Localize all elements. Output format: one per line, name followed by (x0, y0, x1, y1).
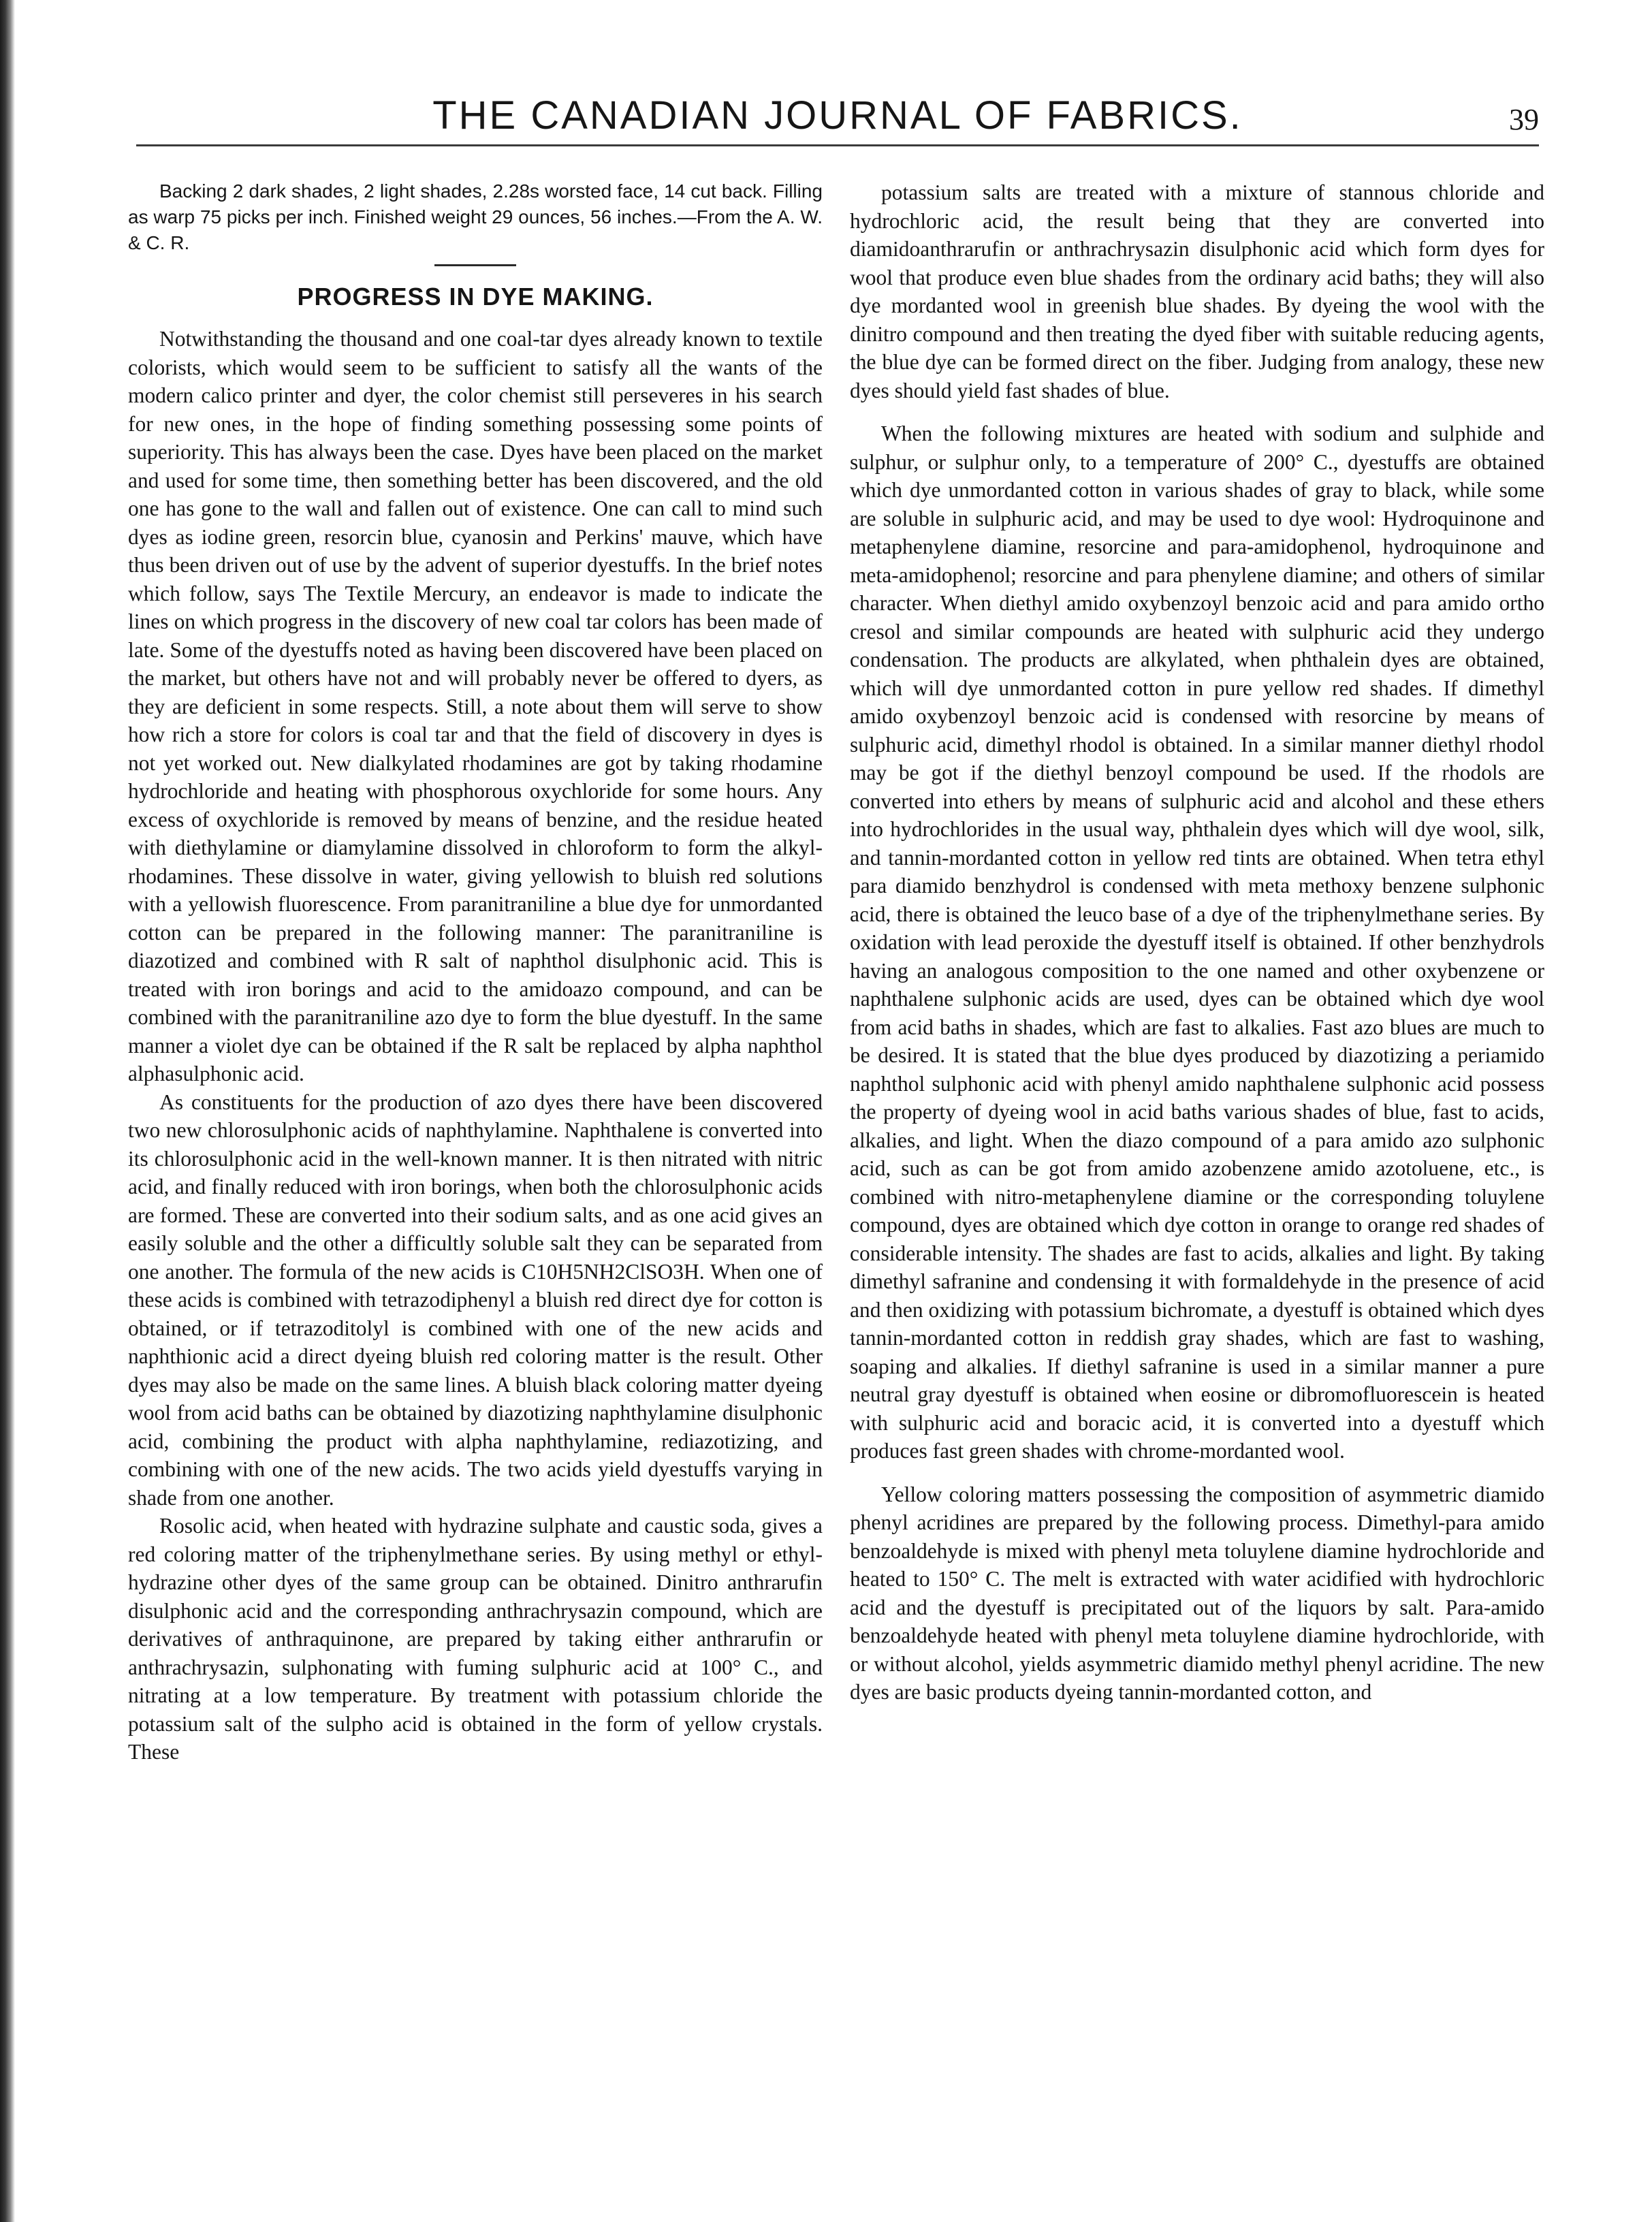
body-paragraph: As constituents for the production of azo dyes there have been discovered two new chlorosulphonic acids of naphthylamine. Naphthalene is converted into its chlorosulphonic acid in the well-known manner. It is then nitrated with nitric acid, and finally reduced with iron borings, when both the chlorosulphonic acids are formed. These are converted into their sodium salts, and as one acid gives an easily soluble and the other a difficultly soluble salt they can be separated from one another. The formula of the new acids is C10H5NH2ClSO3H. When one of these acids is combined with tetrazodiphenyl a bluish red direct dye for cotton is obtained, or if tetrazoditolyl is combined with one of the new acids and naphthionic acid a direct dyeing bluish red coloring matter is the result. Other dyes may also be made on the same lines. A bluish black coloring matter dyeing wool from acid baths can be obtained by diazotizing naphthylamine disulphonic acid, combining the product with alpha naphthylamine, rediazotizing, and combining with one of the new acids. The two acids yield dyestuffs varying in shade from one another. (128, 1090, 823, 1510)
body-paragraph: When the following mixtures are heated with sodium and sulphide and sulphur, or sulphur only, to a temperature of 200° C., dyestuffs are obtained which dye unmordanted cotton in various shades of gray to black, while some are soluble in sulphuric acid, and may be used to dye wool: Hydroquinone and metaphenylene diamine, resorcine and para-amidophenol, hydroquinone and meta-amidophenol; resorcine and para phenylene diamine; and others of similar character. When diethyl amido oxybenzoyl benzoic acid and para amido ortho cresol and similar compounds are heated with sulphuric acid they undergo condensation. The products are alkylated, when phthalein dyes are obtained, which will dye unmordanted cotton in pure yellow red shades. If dimethyl amido oxybenzoyl benzoic acid is condensed with resorcine by means of sulphuric acid, dimethyl rhodol is obtained. In a similar manner diethyl rhodol may be got if the diethyl benzoyl compound be used. If the rhodols are converted into ethers by means of sulphuric acid and alcohol and these ethers into hydrochlorides in the usual way, phthalein dyes which will dye wool, silk, and tannin-mordanted cotton in yellow red tints are obtained. When tetra ethyl para diamido benzhydrol is condensed with meta methoxy benzene sulphonic acid, there is obtained the leuco base of a dye of the triphenylmethane series. By oxidation with lead peroxide the dyestuff itself is obtained. If other benzhydrols having an analogous composition to the one named and other oxybenzene or naphthalene sulphonic acids are used, dyes can be obtained which dye wool from acid baths in shades, which are fast to alkalies. Fast azo blues are much to be desired. It is stated that the blue dyes produced by diazotizing a periamido naphthol sulphonic acid with phenyl amido naphthalene sulphonic acid possess the property of dyeing wool in acid baths various shades of blue, fast to acids, alkalies, and light. When the diazo compound of a para amido azo sulphonic acid, such as can be got from amido azobenzene amido azotoluene, etc., is combined with nitro-metaphenylene diamine or the corresponding toluylene compound, dyes are obtained which dye cotton in orange to orange red shades of considerable intensity. The shades are fast to acids, alkalies and light. By taking dimethyl safranine and condensing it with formaldehyde in the presence of acid and then oxidizing with potassium bichromate, a dyestuff is obtained which dyes tannin-mordanted cotton in reddish gray shades, which are fast to washing, soaping and alkalies. If diethyl safranine is used in a similar manner a pure neutral gray dyestuff is obtained when eosine or dibromofluorescein is heated with sulphuric acid and boracic acid, it is converted into a dyestuff which produces fast green shades with chrome-mordanted wool. (850, 422, 1544, 1463)
article-title: PROGRESS IN DYE MAKING. (297, 283, 654, 311)
body-paragraph: Rosolic acid, when heated with hydrazine sulphate and caustic soda, gives a red coloring matter of the triphenylmethane series. By using methyl or ethyl-hydrazine other dyes of the same group can be obtained. Dinitro anthrarufin disulphonic acid and the corresponding anthrachrysazin compound, which are derivatives of anthraquinone, are prepared by taking either anthrarufin or anthrachrysazin, sulphonating with fuming sulphuric acid at 100° C., and nitrating at a low temperature. By treatment with potassium chloride the potassium salt of the sulpho acid is obtained in the form of yellow crystals. These (128, 1514, 823, 1764)
scan-edge-shadow (0, 0, 15, 2222)
body-paragraph: Notwithstanding the thousand and one coal-tar dyes already known to textile colorists, which would seem to be sufficient to satisfy all the wants of the modern calico printer and dyer, the color chemist still perseveres in his search for new ones, in the hope of finding something possessing some points of superiority. This has always been the case. Dyes have been placed on the market and used for some time, then something better has been discovered, and the old one has gone to the wall and fallen out of existence. One can call to mind such dyes as iodine green, resorcin blue, cyanosin and Perkins' mauve, which have thus been driven out of use by the advent of superior dyestuffs. In the brief notes which follow, says The Textile Mercury, an endeavor is made to indicate the lines on which progress in the discovery of new coal tar colors has been made of late. Some of the dyestuffs noted as having been discovered have been placed on the market, but others have not and will probably never be offered to dyers, as they are deficient in some respects. Still, a note about them will serve to show how rich a store for colors is coal tar and that the field of discovery in dyes is not yet worked out. New dialkylated rhodamines are got by taking rhodamine hydrochloride and heating with phosphorous oxychloride for some hours. Any excess of oxychloride is removed by means of benzine, and the residue heated with diethylamine or diamylamine dissolved in chloroform to form the alkyl-rhodamines. These dissolve in water, giving yellowish to bluish red solutions with a yellowish fluorescence. From paranitraniline a blue dye for unmordanted cotton can be prepared in the following manner: The paranitraniline is diazotized and combined with R salt of naphthol disulphonic acid. This is treated with iron borings and acid to the amidoazo compound, and can be combined with the paranitraniline azo dye to form the blue dyestuff. In the same manner a violet dye can be obtained if the R salt be replaced by alpha naphthol alphasulphonic acid. (128, 327, 823, 1085)
page-number: 39 (1509, 103, 1539, 136)
backing-note: Backing 2 dark shades, 2 light shades, 2.28s worsted face, 14 cut back. Filling as warp 75 picks per inch. Finished weight 29 ounces, 56 inches.—From the A. W. & C. R. (128, 180, 823, 253)
right-column (850, 178, 1544, 1707)
body-paragraph: Yellow coloring matters possessing the composition of asymmetric diamido phenyl acridines are prepared by the following process. Dimethyl-para amido benzoaldehyde is mixed with phenyl meta toluylene diamine hydrochloride and heated to 150° C. The melt is extracted with water acidified with hydrochloric acid and the dyestuff is precipitated out of the liquors by salt. Para-amido benzoaldehyde heated with phenyl meta toluylene diamine hydrochloride, with or without alcohol, yields asymmetric diamido methyl phenyl acridine. The new dyes are basic products dyeing tannin-mordanted cotton, and (850, 1482, 1544, 1704)
left-column (128, 178, 823, 1766)
body-paragraph: potassium salts are treated with a mixture of stannous chloride and hydrochloric acid, the result being that they are converted into diamidoanthrarufin or anthrachrysazin disulphonic acid which form dyes for wool that produce even blue shades from the ordinary acid baths; they will also dye mordanted wool in greenish blue shades. By dyeing the wool with the dinitro compound and then treating the dyed fiber with suitable reducing agents, the blue dye can be formed direct on the fiber. Judging from analogy, these new dyes should yield fast shades of blue. (850, 180, 1544, 402)
running-head (136, 89, 1539, 143)
journal-title: THE CANADIAN JOURNAL OF FABRICS. (432, 93, 1243, 138)
section-divider (434, 264, 516, 266)
header-rule (136, 144, 1539, 146)
